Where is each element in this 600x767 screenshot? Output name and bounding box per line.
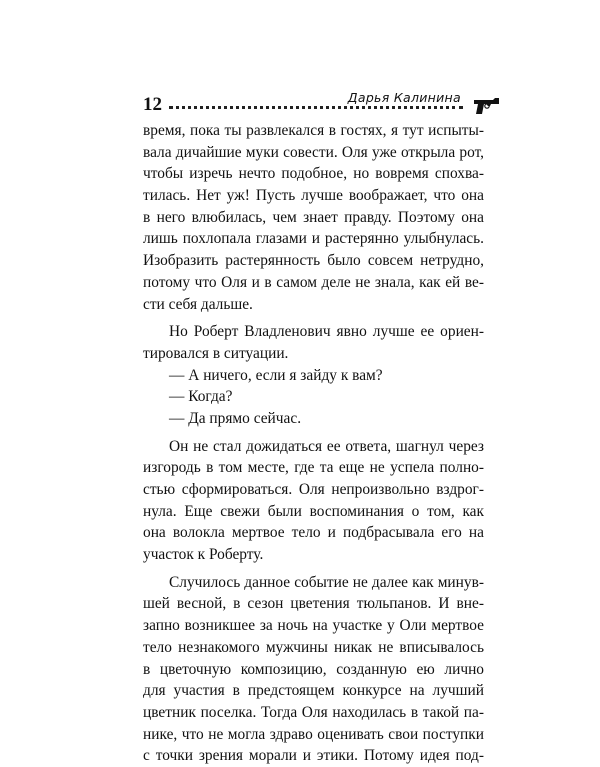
- text-line: нула. Еще свежи были воспоминания о том, как: [143, 502, 484, 520]
- text-line: тировался в ситуации.: [143, 344, 289, 362]
- text-line: Случилось данное событие не далее как минув-: [169, 573, 484, 591]
- text-line: стью сформироваться. Оля непроизвольно вздрог-: [143, 481, 484, 498]
- text-line: сти себя дальше.: [143, 295, 253, 313]
- text-line: в него влюбилась, чем знает правду. Поэтому она: [143, 208, 484, 226]
- running-header: [143, 90, 483, 120]
- text-line: она волокла мертвое тело и подбрасывала его на: [143, 524, 484, 542]
- text-line: цветник поселка. Тогда Оля находилась в такой па-: [143, 703, 484, 721]
- text-line: потому что Оля и в самом деле не знала, как ей ве-: [143, 273, 484, 291]
- text-line: тело незнакомого мужчины никак не вписывалось: [143, 638, 484, 656]
- text-line: запно возникшее за ночь на участке у Оли мертвое: [143, 617, 484, 635]
- text-line: лишь похлопала глазами и растерянно улыбнулась.: [143, 230, 484, 248]
- text-line: вала дичайшие муки совести. Оля уже открыла рот,: [143, 143, 484, 161]
- text-line: в цветочную композицию, созданную ею лично: [143, 660, 484, 678]
- text-line: изгородь в том месте, где та еще не успела полно-: [143, 459, 484, 477]
- text-line: нике, что не могла здраво оценивать свои поступки: [143, 725, 484, 743]
- page-number: 12: [143, 94, 162, 115]
- dialogue-line: — Когда?: [169, 388, 233, 406]
- text-line: участок к Роберту.: [143, 546, 264, 564]
- dotted-leader: [169, 106, 463, 109]
- text-line: чтобы изречь нечто подобное, но вовремя спохва-: [143, 165, 484, 183]
- author-name: Дарья Калинина: [347, 90, 461, 105]
- text-line: Но Роберт Владленович явно лучше ее ориен-: [169, 323, 484, 341]
- text-line: с точки зрения морали и этики. Потому идея под-: [143, 747, 484, 765]
- revolver-icon: [473, 96, 501, 116]
- body-text: [143, 120, 484, 767]
- dialogue-line: — Да прямо сейчас.: [169, 409, 302, 427]
- dialogue-line: — А ничего, если я зайду к вам?: [169, 366, 383, 384]
- text-line: тилась. Нет уж! Пусть лучше воображает, что она: [143, 187, 484, 205]
- text-line: время, пока ты развлекался в гостях, я тут испыты-: [143, 122, 484, 139]
- text-line: Изобразить растерянность было совсем нетрудно,: [143, 252, 484, 270]
- text-line: для участия в предстоящем конкурсе на лучший: [143, 682, 484, 700]
- text-line: шей весной, в сезон цветения тюльпанов. И вне-: [143, 595, 484, 613]
- text-line: Он не стал дожидаться ее ответа, шагнул через: [169, 437, 484, 455]
